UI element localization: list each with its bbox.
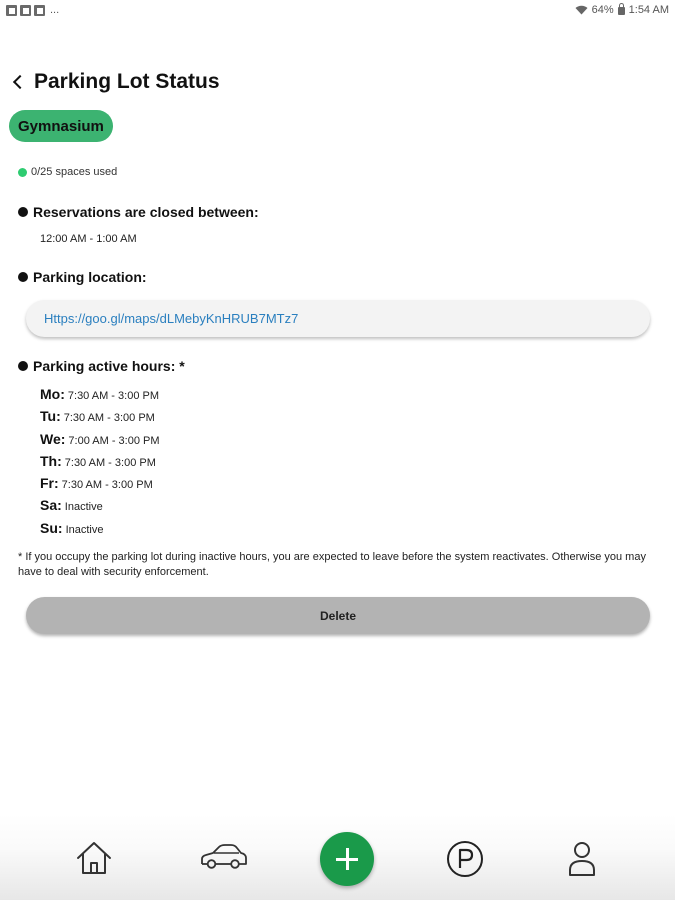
nav-home-button[interactable]: [74, 838, 114, 878]
day-hours: 7:30 AM - 3:00 PM: [61, 479, 153, 492]
day-label: Mo:: [40, 386, 65, 402]
day-hours: Inactive: [64, 501, 103, 514]
location-heading-text: Parking location:: [33, 269, 147, 285]
reservations-closed-window: 12:00 AM - 1:00 AM: [40, 233, 137, 245]
day-label: Fr:: [40, 475, 59, 492]
battery-percent: 64%: [591, 4, 614, 16]
hours-row-thursday: [40, 453, 160, 475]
nav-parking-button[interactable]: [446, 840, 484, 878]
back-arrow-icon[interactable]: [10, 70, 28, 94]
location-link[interactable]: Https://goo.gl/maps/dLMebyKnHRUB7MTz7: [44, 311, 299, 326]
usage-status-dot: [18, 168, 27, 177]
hours-row-tuesday: [40, 408, 160, 430]
location-link-box[interactable]: [26, 300, 650, 337]
lot-name-badge: Gymnasium: [9, 110, 113, 142]
add-button[interactable]: [320, 832, 374, 886]
lot-usage: [18, 166, 117, 178]
bullet-icon: [18, 361, 28, 371]
bullet-icon: [18, 207, 28, 217]
reservations-heading-text: Reservations are closed between:: [33, 204, 259, 220]
active-hours-list: [40, 386, 160, 542]
location-heading: [18, 269, 147, 285]
day-hours: 7:00 AM - 3:00 PM: [68, 434, 160, 447]
status-bar: [0, 0, 675, 24]
hours-row-monday: [40, 386, 160, 408]
page-title: Parking Lot Status: [34, 70, 220, 93]
nav-car-button[interactable]: [199, 840, 249, 876]
parking-icon: [446, 840, 484, 878]
app-notification-icon: [20, 5, 31, 16]
day-hours: 7:30 AM - 3:00 PM: [67, 390, 159, 402]
image-notification-icon: [6, 5, 17, 16]
day-label: Tu:: [40, 408, 61, 425]
delete-button[interactable]: Delete: [26, 597, 650, 634]
day-label: Su:: [40, 519, 63, 536]
day-hours: 7:30 AM - 3:00 PM: [63, 412, 155, 425]
system-status: [575, 4, 669, 16]
usage-text: 0/25 spaces used: [31, 166, 118, 178]
active-hours-heading: [18, 358, 185, 374]
inactive-hours-footnote: * If you occupy the parking lot during inactive hours, you are expected to leave before the system reactivates. Otherwise you may have to deal with security enforcement.: [18, 551, 646, 578]
car-icon: [199, 840, 249, 876]
app-notification-icon: [34, 5, 45, 16]
hours-row-saturday: [40, 497, 160, 519]
notification-icons: [6, 5, 59, 16]
page-header: [10, 66, 220, 98]
wifi-icon: [575, 5, 588, 15]
hours-row-sunday: [40, 520, 160, 542]
day-hours: 7:30 AM - 3:00 PM: [64, 456, 156, 469]
home-icon: [74, 838, 114, 878]
day-label: Sa:: [40, 497, 62, 514]
bullet-icon: [18, 272, 28, 282]
profile-icon: [567, 839, 597, 879]
day-label: Th:: [40, 452, 62, 469]
reservations-heading: [18, 204, 259, 220]
day-hours: Inactive: [65, 523, 104, 536]
day-label: We:: [40, 430, 66, 447]
nav-profile-button[interactable]: [567, 839, 597, 879]
hours-row-wednesday: [40, 431, 160, 453]
lock-icon: [618, 7, 625, 15]
active-hours-heading-text: Parking active hours: *: [33, 358, 185, 374]
hours-row-friday: [40, 475, 160, 497]
status-time: 1:54 AM: [628, 4, 669, 16]
more-notifications-indicator: ...: [50, 4, 60, 16]
